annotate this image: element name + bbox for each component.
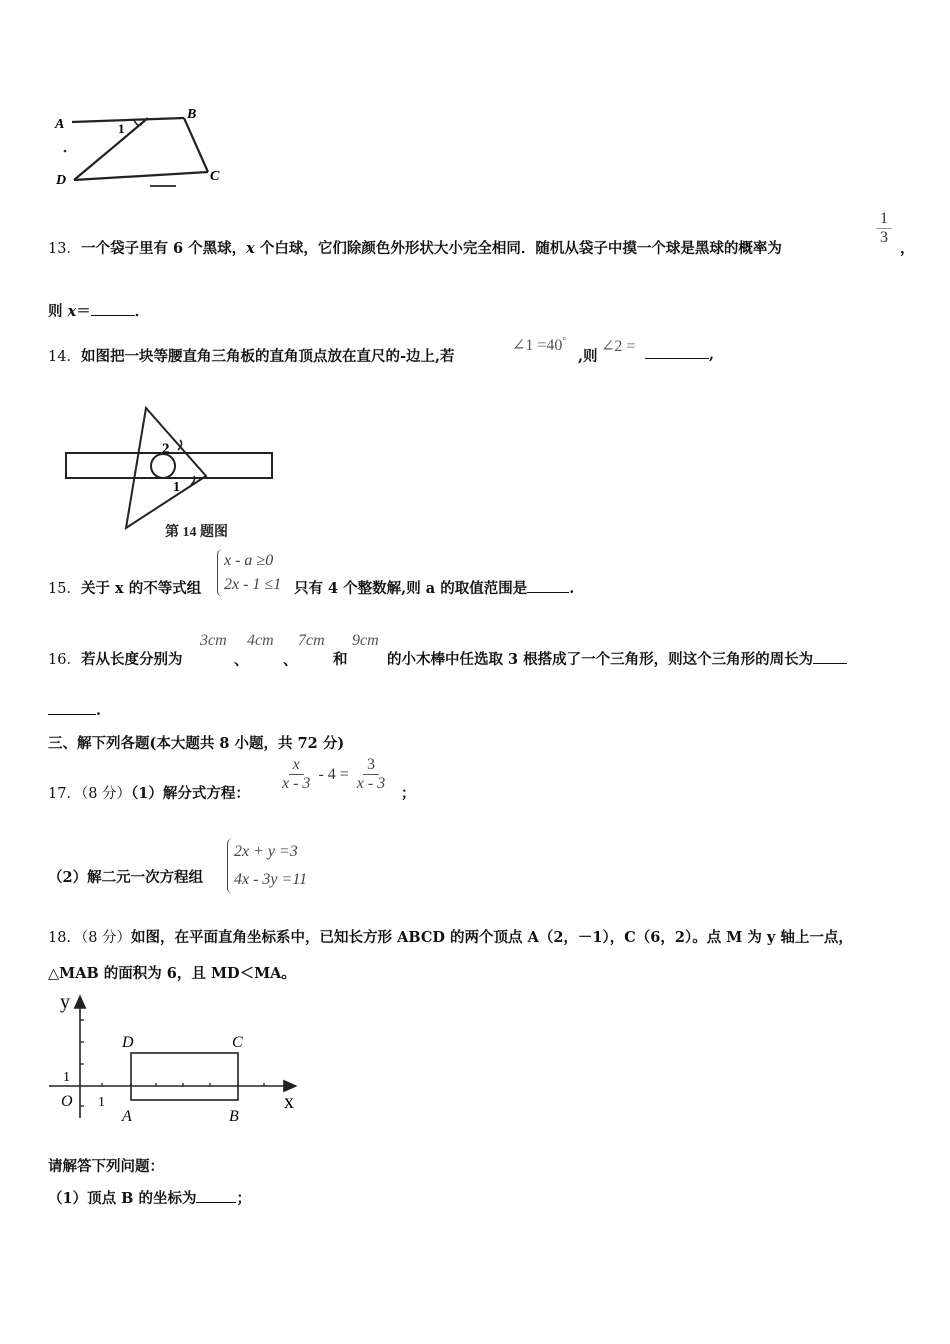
dot xyxy=(64,150,67,153)
q14-end: , xyxy=(709,346,715,363)
q13-var-x: x xyxy=(246,240,255,257)
q15-ineq-2: 2x - 1 ≤1 xyxy=(224,576,282,593)
question-number: 16． xyxy=(48,652,81,668)
q16-line-2 xyxy=(48,700,101,719)
q14-then: ,则 xyxy=(578,348,598,365)
q16-len-4: 9cm xyxy=(352,632,379,649)
figure-coordinate-plane xyxy=(44,988,314,1128)
question-13 xyxy=(48,237,782,258)
point-a-label: A xyxy=(122,1108,132,1125)
q18-prompt: 请解答下列问题： xyxy=(48,1158,164,1175)
q14-ask: ∠2 = xyxy=(601,338,636,355)
figure-quadrilateral-abcd xyxy=(50,100,230,195)
q16-text-after-span: 的小木棒中任选取 3 根搭成了一个三角形，则这个三角形的周长为 xyxy=(387,651,814,668)
q14-condition xyxy=(512,335,566,355)
triangle-plate xyxy=(126,408,206,528)
point-b-label: B xyxy=(229,1108,239,1125)
q15-end: . xyxy=(569,580,575,597)
figure-ruler-triangle xyxy=(60,400,280,540)
figure-caption: 第 14 题图 xyxy=(165,525,228,540)
question-16 xyxy=(48,648,182,669)
q13-line2-prefix: 则 xyxy=(48,303,68,320)
y-axis-label: y xyxy=(60,991,70,1013)
question-number: 15． xyxy=(48,581,81,597)
q17-den-2: x - 3 xyxy=(356,775,386,792)
point-d-label: D xyxy=(122,1034,134,1051)
label-c: C xyxy=(210,169,220,184)
q13-line-2 xyxy=(48,300,149,321)
answer-blank[interactable] xyxy=(196,1188,236,1203)
question-number: 13． xyxy=(48,241,81,257)
rectangle-abcd xyxy=(131,1053,238,1100)
q17-part-2: （2）解二元一次方程组 xyxy=(48,869,204,886)
q17-num-2: 3 xyxy=(363,756,379,775)
q15-ineq-1: x - a ≥0 xyxy=(224,552,274,569)
q13-comma: ， xyxy=(900,240,915,257)
q17-eq-1: 2x + y =3 xyxy=(234,843,298,860)
q18-sub-1 xyxy=(48,1187,251,1208)
q16-len-2: 4cm xyxy=(247,632,274,649)
q18-score: （8 分） xyxy=(80,930,132,946)
x-axis-label: x xyxy=(284,1091,294,1113)
q15-inequality-system xyxy=(217,549,281,597)
q14-blank-wrap xyxy=(645,344,714,363)
angle-1-label: 1 xyxy=(118,121,125,136)
q14-degree: ° xyxy=(562,335,567,346)
angle-1-label: 1 xyxy=(173,480,180,495)
q16-sep-2: 、 xyxy=(283,652,298,669)
question-18 xyxy=(48,926,853,947)
q15-text-after-span: 只有 4 个整数解,则 a 的取值范围是 xyxy=(294,580,528,597)
q17-part-1: （1）解分式方程： xyxy=(131,785,250,802)
question-number: 14． xyxy=(48,349,81,365)
q15-text-before: 关于 x 的不等式组 xyxy=(80,580,202,597)
q16-sep-1: 、 xyxy=(234,652,249,669)
q17-end: ； xyxy=(401,785,416,802)
q18-sub1-end: ； xyxy=(236,1190,251,1207)
q17-eq-2: 4x - 3y =11 xyxy=(234,871,308,888)
answer-blank[interactable] xyxy=(527,578,569,593)
q17-mid: - 4 = xyxy=(318,765,349,783)
origin-label: O xyxy=(61,1093,73,1110)
question-14 xyxy=(48,345,455,366)
q15-text-after xyxy=(294,577,574,598)
x-unit-label: 1 xyxy=(98,1095,105,1110)
q16-and: 和 xyxy=(333,651,348,668)
q16-end: . xyxy=(96,702,102,719)
q13-line2-end: ． xyxy=(134,303,150,320)
axis-ticks xyxy=(80,1020,264,1106)
q18-line-2: △MAB 的面积为 6，且 MD＜MA。 xyxy=(48,965,296,982)
quadrilateral-lines xyxy=(72,118,208,180)
q13-frac-den: 3 xyxy=(880,229,888,246)
q18-text: 如图，在平面直角坐标系中，已知长方形 ABCD 的两个顶点 A（2，－1），C（6，2）。点 M 为 y 轴上一点， xyxy=(131,929,853,946)
label-d: D xyxy=(56,173,67,188)
answer-blank[interactable] xyxy=(645,344,709,359)
q17-fraction-equation xyxy=(278,756,389,793)
point-c-label: C xyxy=(232,1034,243,1051)
y-unit-label: 1 xyxy=(63,1070,70,1085)
q13-line2-var: x xyxy=(67,303,77,320)
q13-text-before: 一个袋子里有 6 个黑球， xyxy=(80,240,247,257)
q13-line2-eq: ＝ xyxy=(76,303,91,320)
q16-text-after xyxy=(387,648,847,669)
question-number: 17． xyxy=(48,786,81,802)
answer-blank[interactable] xyxy=(813,649,847,664)
section-3-title: 三、解下列各题(本大题共 8 小题，共 72 分) xyxy=(48,735,345,752)
label-b: B xyxy=(187,107,197,122)
question-17 xyxy=(48,782,250,803)
q17-num-1: x xyxy=(289,756,304,775)
question-number: 18． xyxy=(48,930,81,946)
label-a: A xyxy=(55,117,65,132)
q17-score: （8 分） xyxy=(80,786,132,802)
angle-2-label: 2 xyxy=(162,441,170,457)
q14-text: 如图把一块等腰直角三角板的直角顶点放在直尺的-边上,若 xyxy=(80,348,455,365)
question-15 xyxy=(48,577,201,598)
q14-cond-text: ∠1 =40 xyxy=(512,337,563,354)
q16-len-3: 7cm xyxy=(298,632,325,649)
answer-blank[interactable] xyxy=(91,301,135,316)
triangle-hole xyxy=(151,454,175,478)
q17-den-1: x - 3 xyxy=(282,775,311,792)
q13-text-middle: 个白球，它们除颜色外形状大小完全相同．随机从袋子中摸一个球是黑球的概率为 xyxy=(254,240,782,257)
q16-text-before: 若从长度分别为 xyxy=(80,651,183,668)
q18-sub1-text: （1）顶点 B 的坐标为 xyxy=(48,1190,197,1207)
q13-fraction xyxy=(876,210,892,247)
q17-equation-system xyxy=(227,838,307,894)
q16-len-1: 3cm xyxy=(200,632,227,649)
answer-blank-continued[interactable] xyxy=(48,700,96,715)
q13-frac-num: 1 xyxy=(876,210,892,229)
